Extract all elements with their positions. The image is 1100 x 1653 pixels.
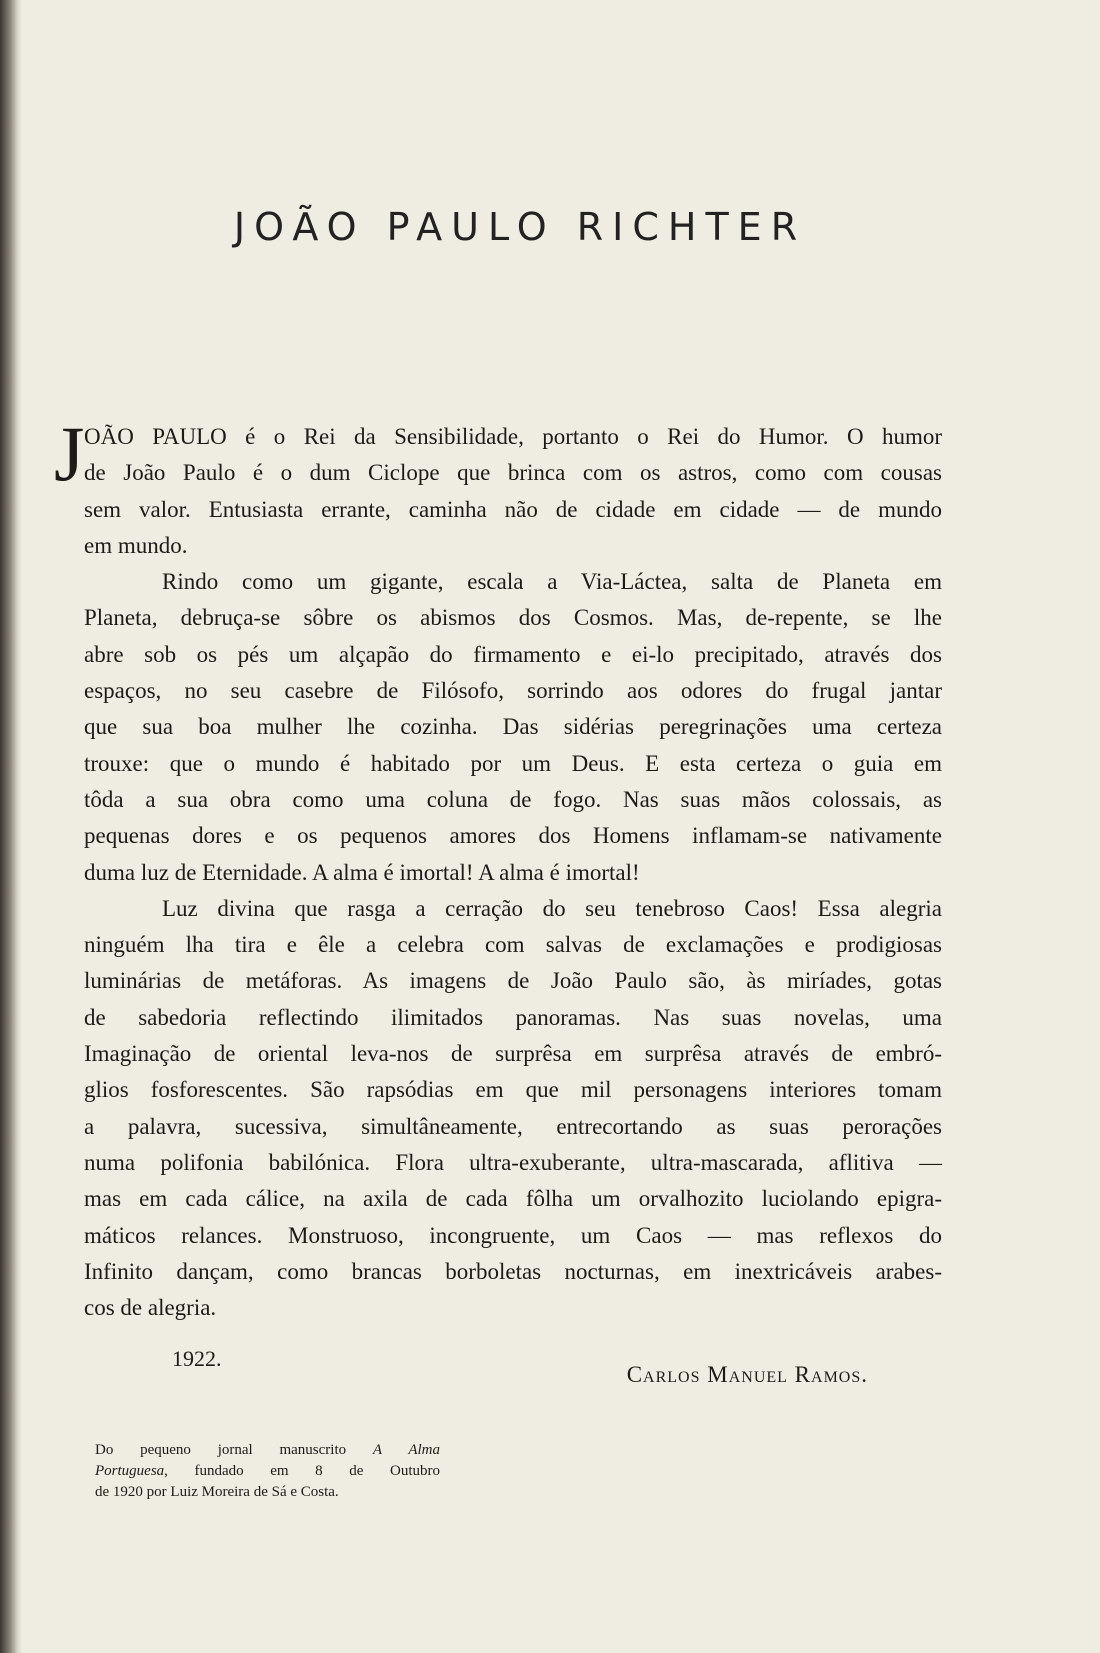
text-line: ninguém lha tira e êle a celebra com salvas de exclamações e prodigiosas: [84, 932, 942, 958]
text-line: Planeta, debruça-se sôbre os abismos dos Cosmos. Mas, de-repente, se lhe: [84, 605, 942, 631]
footnote-line: [95, 1440, 440, 1461]
text-line: que sua boa mulher lhe cozinha. Das sidérias peregrinações uma certeza: [84, 714, 942, 740]
text-line: pequenas dores e os pequenos amores dos Homens inflamam-se nativamente: [84, 823, 942, 849]
author-signature: Carlos Manuel Ramos.: [626, 1362, 868, 1387]
page-title: JOÃO PAULO RICHTER: [233, 205, 807, 249]
text-line: Imaginação de oriental leva-nos de surprêsa em surprêsa através de embró-: [84, 1041, 942, 1067]
text-line: numa polifonia babilónica. Flora ultra-exuberante, ultra-mascarada, aflitiva —: [84, 1149, 942, 1175]
text-line: sem valor. Entusiasta errante, caminha não de cidade em cidade — de mundo: [84, 496, 942, 522]
text-line: em mundo.: [84, 532, 188, 558]
text-line: Infinito dançam, como brancas borboletas nocturnas, em inextricáveis arabes-: [84, 1258, 942, 1284]
text-line: abre sob os pés um alçapão do firmamento e ei-lo precipitado, através dos: [84, 641, 942, 667]
book-spine-shadow: [0, 0, 22, 1653]
text-line: luminárias de metáforas. As imagens de João Paulo são, às miríades, gotas: [84, 968, 942, 994]
text-line: espaços, no seu casebre de Filósofo, sorrindo aos odores do frugal jantar: [84, 678, 942, 704]
text-line: a palavra, sucessiva, simultâneamente, entrecortando as suas perorações: [84, 1113, 942, 1139]
text-line: duma luz de Eternidade. A alma é imortal! A alma é imortal!: [84, 859, 640, 885]
text-line: tôda a sua obra como uma coluna de fogo. Nas suas mãos colossais, as: [84, 786, 942, 812]
footnote-journal-title: Portuguesa: [95, 1463, 165, 1479]
text-line: de sabedoria reflectindo ilimitados panoramas. Nas suas novelas, uma: [84, 1004, 942, 1030]
article-body: [54, 410, 942, 1326]
footnote-text: , fundado em 8 de Outubro: [164, 1463, 440, 1479]
text-line: glios fosforescentes. São rapsódias em que mil personagens interiores tomam: [84, 1077, 942, 1103]
drop-cap: J: [54, 410, 85, 497]
text-line: de João Paulo é o dum Ciclope que brinca com os astros, como com cousas: [84, 460, 942, 486]
footnote: [95, 1440, 440, 1503]
footnote-line: [95, 1461, 440, 1482]
date: 1922.: [172, 1346, 222, 1371]
text-line: mas em cada cálice, na axila de cada fôlha um orvalhozito luciolando epigra-: [84, 1186, 942, 1212]
text-line: trouxe: que o mundo é habitado por um Deus. E esta certeza o guia em: [84, 750, 942, 776]
text-line: máticos relances. Monstruoso, incongruente, um Caos — mas reflexos do: [84, 1222, 942, 1248]
text-line: Rindo como um gigante, escala a Via-Láctea, salta de Planeta em: [162, 569, 942, 595]
footnote-journal-title: A Alma: [372, 1442, 440, 1458]
text-line-content: OÃO PAULO é o Rei da Sensibilidade, portanto o Rei do Humor. O humor: [84, 424, 942, 449]
footnote-text: Do pequeno jornal manuscrito: [95, 1442, 373, 1458]
text-line: Luz divina que rasga a cerração do seu tenebroso Caos! Essa alegria: [162, 895, 942, 921]
footnote-line: de 1920 por Luiz Moreira de Sá e Costa.: [95, 1484, 339, 1500]
text-line: cos de alegria.: [84, 1295, 217, 1321]
